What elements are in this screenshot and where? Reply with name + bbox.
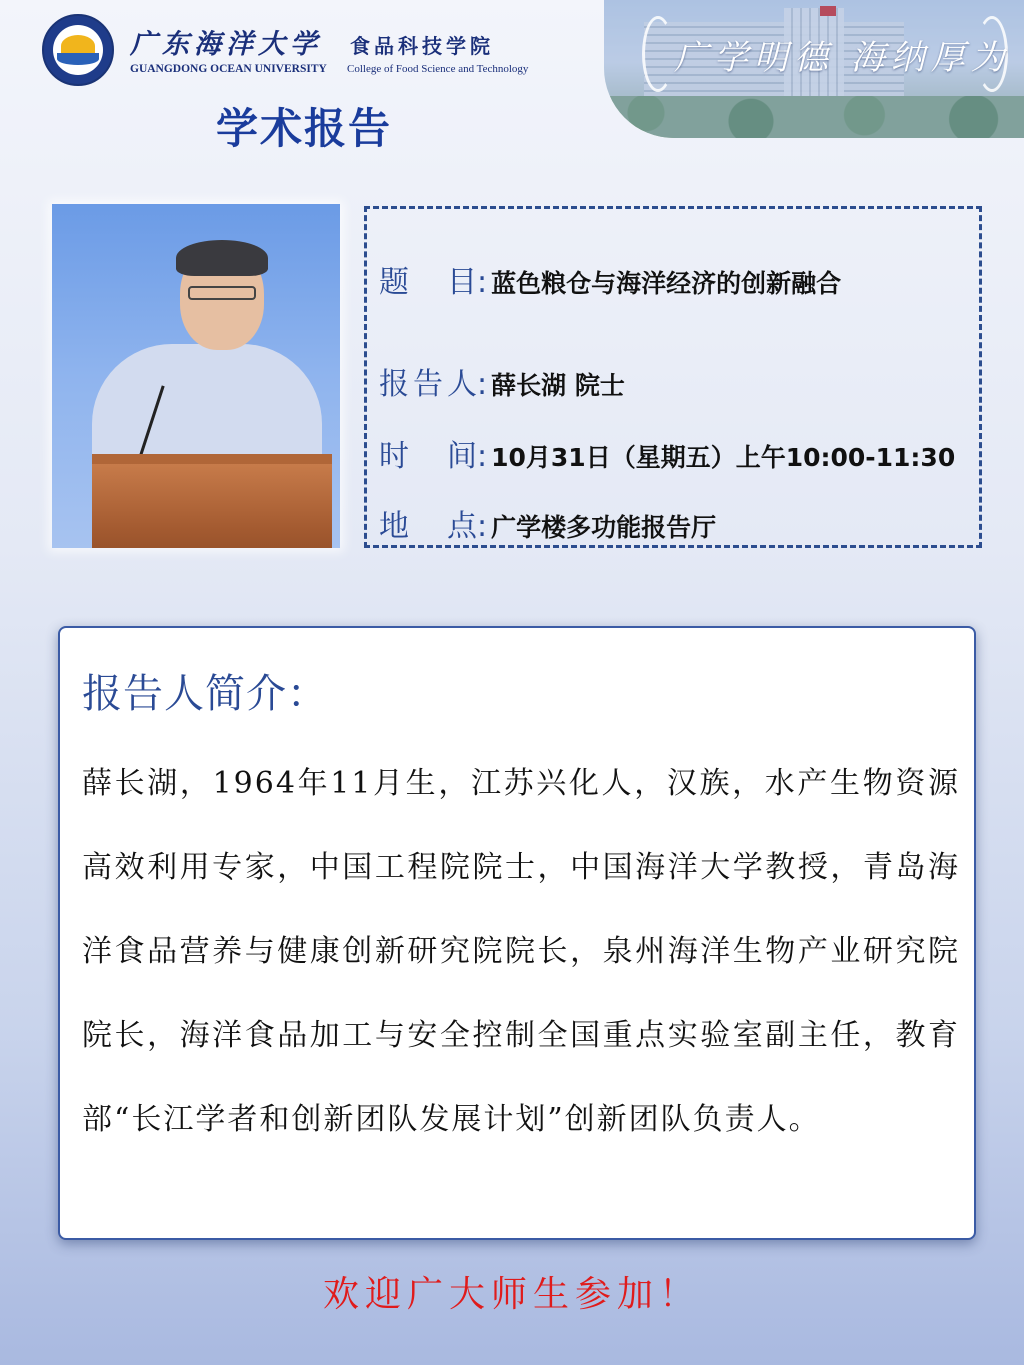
- speaker-value: 薛长湖 院士: [491, 371, 625, 400]
- speaker-row: [379, 359, 625, 403]
- place-label: 地点: [379, 509, 477, 544]
- speaker-glasses: [188, 286, 256, 300]
- university-logo: [42, 14, 114, 86]
- college-name-en: College of Food Science and Technology: [347, 63, 529, 75]
- page-title: 学术报告: [216, 104, 393, 153]
- speaker-bio-card: [58, 626, 976, 1240]
- time-row: [379, 431, 955, 475]
- report-info-box: [364, 206, 982, 548]
- university-motto: 广学明德 海纳厚为: [674, 38, 1011, 78]
- university-name-en: GUANGDONG OCEAN UNIVERSITY: [130, 63, 327, 75]
- bio-text: 薛长湖，1964年11月生，江苏兴化人，汉族，水产生物资源高效利用专家，中国工程院院士，中国海洋大学教授，青岛海洋食品营养与健康创新研究院院长，泉州海洋生物产业研究院院长，海洋食品加工与安全控制全国重点实验室副主任，教育部“长江学者和创新团队发展计划”创新团队负责人。: [82, 766, 960, 1137]
- campus-banner-image: [604, 0, 1024, 138]
- place-colon: :: [477, 509, 488, 544]
- speaker-colon: :: [477, 367, 488, 402]
- logo-wave-shape: [57, 53, 99, 65]
- welcome-message: 欢迎广大师生参加！: [322, 1274, 701, 1315]
- place-row: [379, 501, 716, 545]
- topic-value: 蓝色粮仓与海洋经济的创新融合: [491, 269, 842, 298]
- time-colon: :: [477, 439, 488, 474]
- topic-row: [379, 257, 841, 301]
- logo-emblem-icon: [53, 25, 103, 75]
- time-value: 10月31日（星期五）上午10:00-11:30: [491, 443, 956, 472]
- speaker-photo: [52, 204, 340, 548]
- topic-label: 题目: [379, 265, 477, 300]
- university-name-cn: 广东海洋大学: [130, 29, 322, 60]
- college-name-cn: 食品科技学院: [350, 34, 494, 58]
- place-value: 广学楼多功能报告厅: [491, 513, 717, 542]
- podium: [92, 454, 332, 548]
- topic-colon: :: [477, 265, 488, 300]
- bio-heading: 报告人简介：: [82, 671, 328, 717]
- speaker-hair: [176, 240, 268, 276]
- laurel-left-icon: [642, 16, 674, 92]
- speaker-label: 报告人: [379, 367, 477, 402]
- time-label: 时间: [379, 439, 477, 474]
